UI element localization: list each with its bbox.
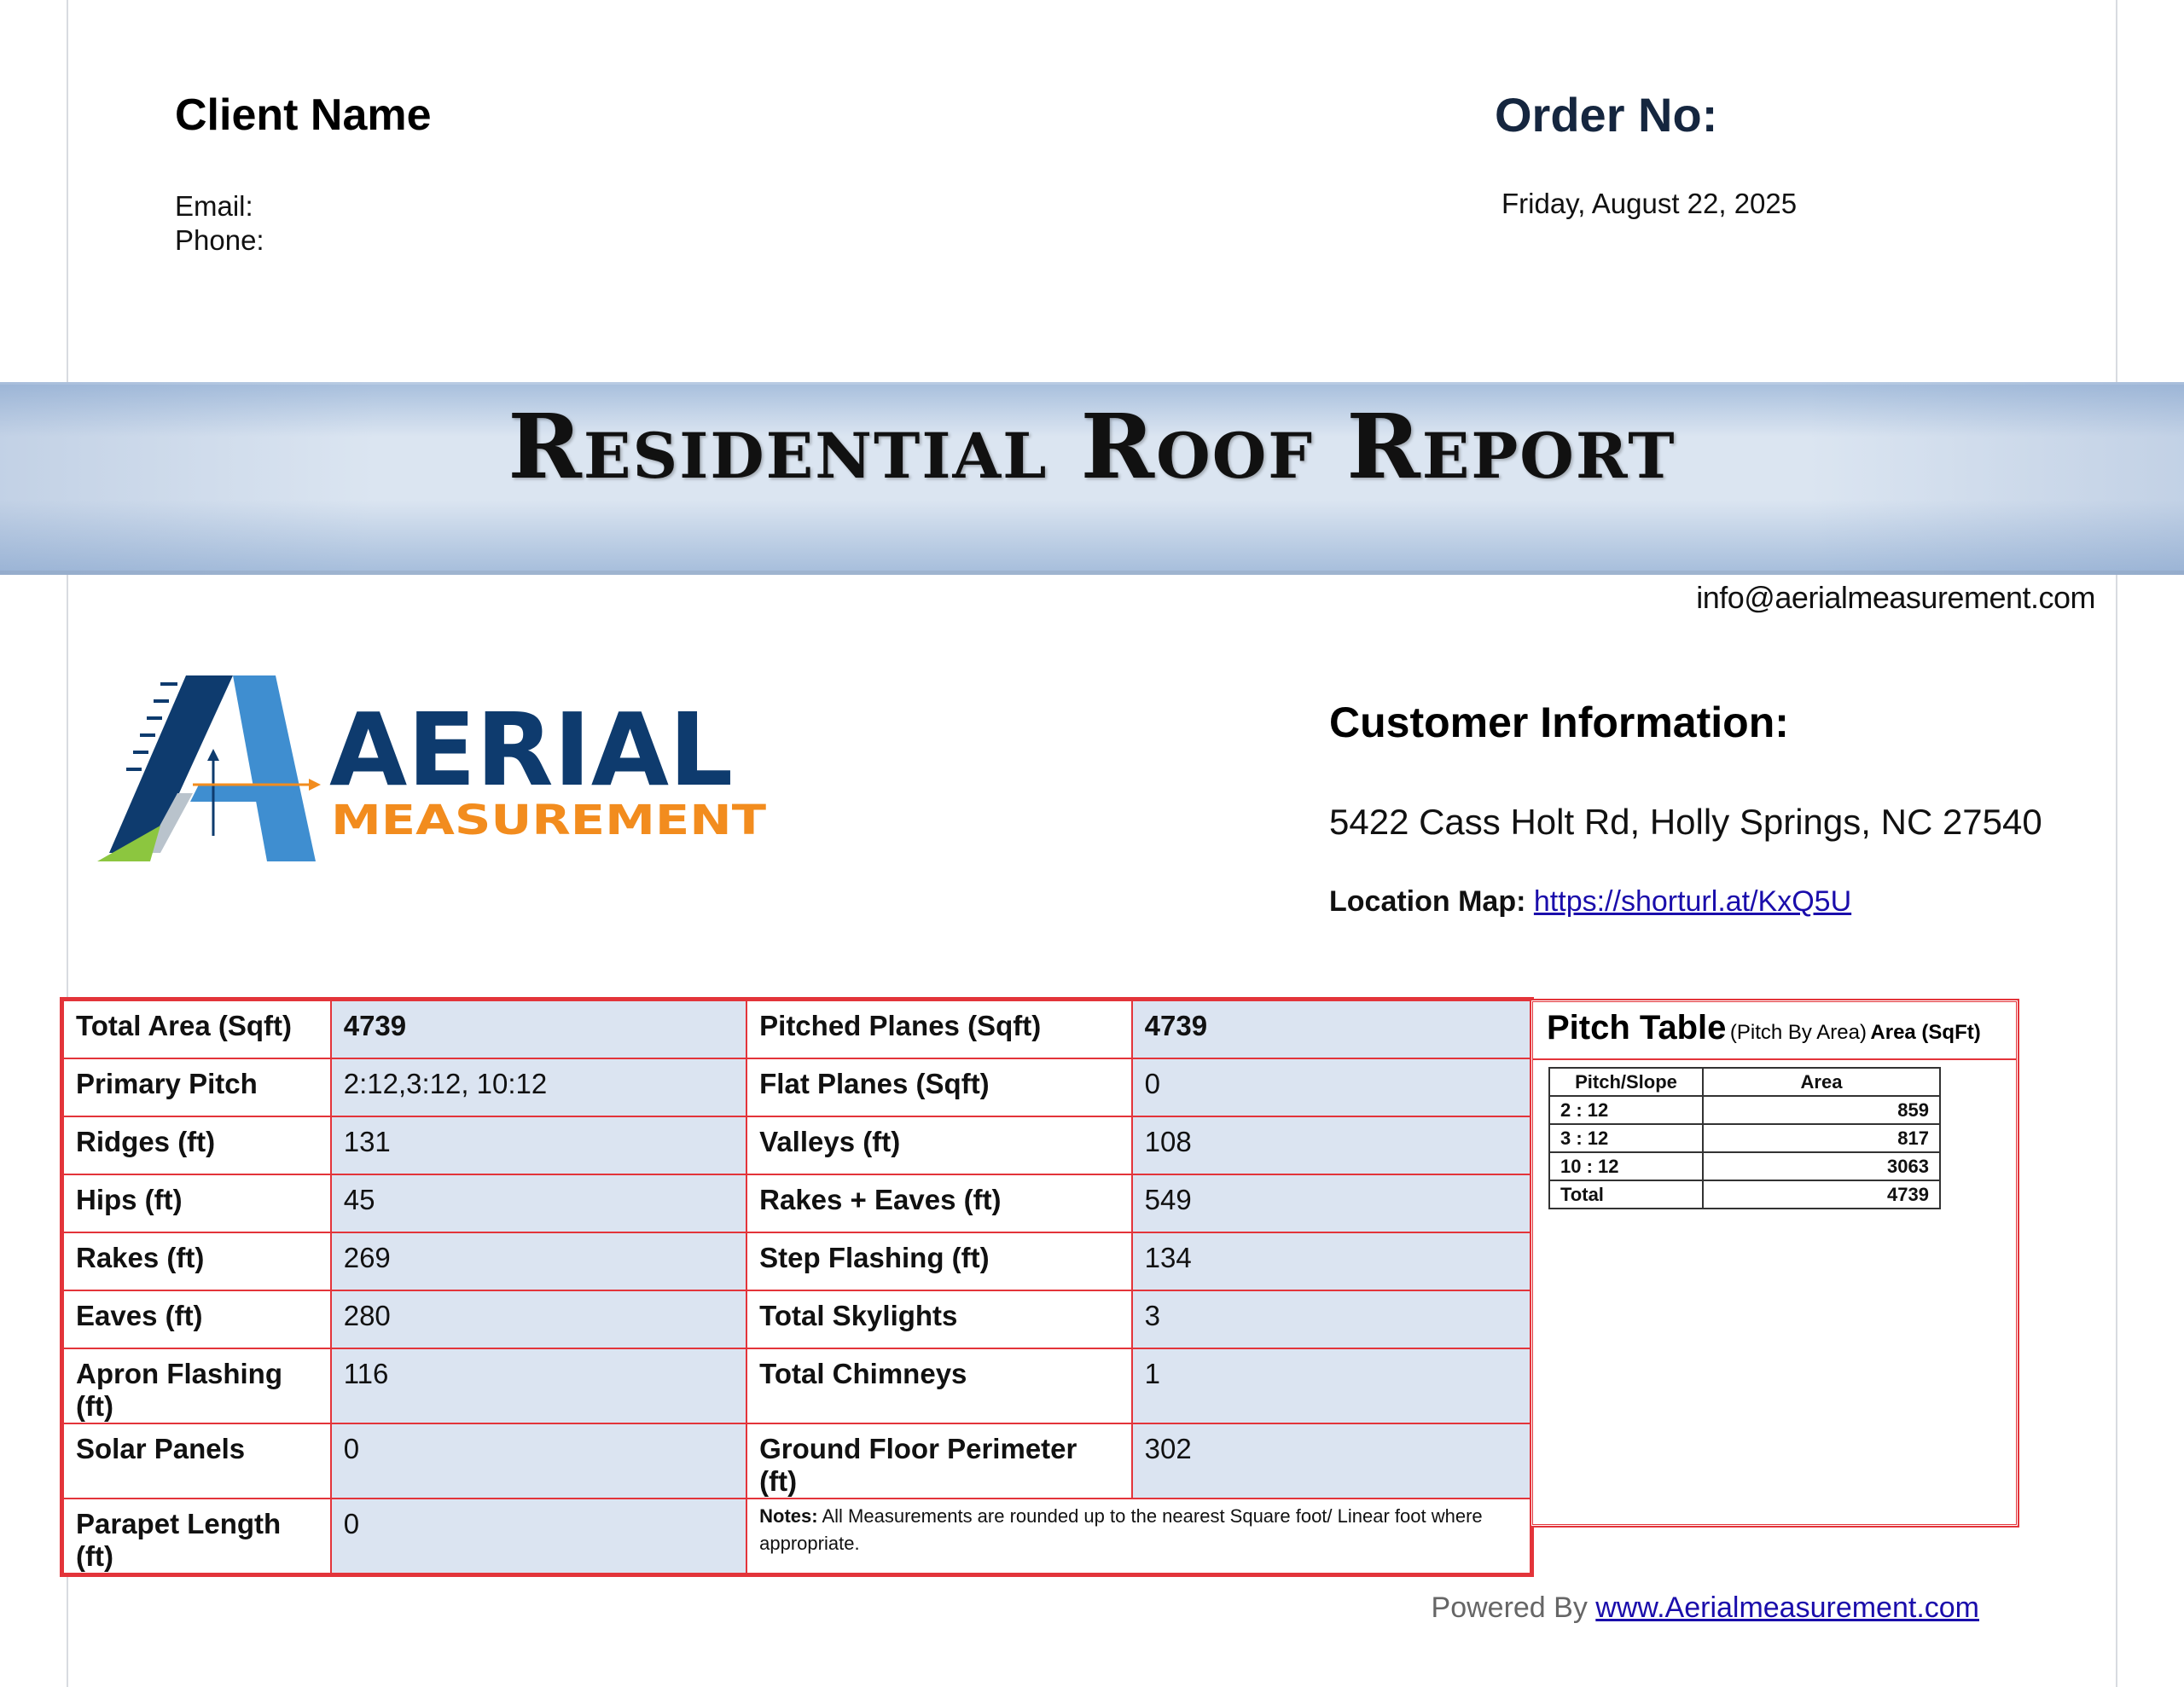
table-row [63,1423,1531,1499]
logo-a-right-leg [233,675,316,861]
order-number-label: Order No: [1495,88,1718,142]
pitch-slope: 2 : 12 [1549,1096,1703,1124]
measure-label: Rakes + Eaves (ft) [746,1174,1132,1232]
measurement-notes [746,1499,1531,1574]
footer [1432,1591,1979,1625]
pitch-slope: 10 : 12 [1549,1152,1703,1180]
phone-label: Phone: [175,224,264,256]
measure-label: Rakes (ft) [63,1232,331,1290]
table-row [63,1290,1531,1348]
measure-label: Solar Panels [63,1423,331,1499]
table-row [63,1499,1531,1574]
table-row [63,1058,1531,1116]
customer-info-heading: Customer Information: [1329,699,1789,746]
measure-label: Eaves (ft) [63,1290,331,1348]
table-row [1549,1096,1940,1124]
measure-value: 0 [1132,1058,1531,1116]
pitch-grid-header [1549,1068,1940,1096]
table-row [63,1232,1531,1290]
customer-address: 5422 Cass Holt Rd, Holly Springs, NC 27540 [1329,802,2042,842]
measure-label: Parapet Length (ft) [63,1499,331,1574]
measure-label: Pitched Planes (Sqft) [746,1000,1132,1058]
table-row [63,1174,1531,1232]
measure-label: Flat Planes (Sqft) [746,1058,1132,1116]
pitch-slope: Total [1549,1180,1703,1209]
logo-a-crossbar [190,785,297,802]
location-map [1329,885,1851,919]
aerial-measurement-logo [92,665,775,874]
pitch-table-header [1533,1002,2016,1060]
pitch-table-subtitle: (Pitch By Area) [1729,1021,1867,1044]
measure-label: Hips (ft) [63,1174,331,1232]
measure-label: Ground Floor Perimeter (ft) [746,1423,1132,1499]
pitch-area: 4739 [1703,1180,1940,1209]
measure-value: 4739 [331,1000,746,1058]
report-title: Residential Roof Report [508,394,1676,499]
table-row [63,1348,1531,1423]
measure-label: Valleys (ft) [746,1116,1132,1174]
measure-label: Total Skylights [746,1290,1132,1348]
logo-word-aerial: AERIAL [329,691,734,809]
pitch-table-unit: Area (SqFt) [1870,1021,1981,1044]
client-contact [175,189,264,258]
measure-value: 549 [1132,1174,1531,1232]
pitch-slope: 3 : 12 [1549,1124,1703,1152]
measure-label: Primary Pitch [63,1058,331,1116]
pitch-area: 817 [1703,1124,1940,1152]
measure-value: 1 [1132,1348,1531,1423]
company-email[interactable]: info@aerialmeasurement.com [1696,580,2095,615]
measure-value: 4739 [1132,1000,1531,1058]
location-map-label: Location Map: [1329,885,1526,918]
measure-label: Apron Flashing (ft) [63,1348,331,1423]
logo-word-measurement: MEASUREMENT [331,797,767,844]
pitch-table-title: Pitch Table [1547,1009,1727,1046]
table-row [1549,1180,1940,1209]
pitch-area: 3063 [1703,1152,1940,1180]
table-row [63,1116,1531,1174]
notes-label: Notes: [759,1505,818,1527]
pitch-table-panel [1531,1000,2018,1527]
measure-value: 134 [1132,1232,1531,1290]
measure-label: Step Flashing (ft) [746,1232,1132,1290]
measure-label: Total Chimneys [746,1348,1132,1423]
measure-value: 269 [331,1232,746,1290]
measure-value: 45 [331,1174,746,1232]
measure-value: 108 [1132,1116,1531,1174]
client-name: Client Name [175,90,432,140]
notes-text: All Measurements are rounded up to the nearest Square foot/ Linear foot where appropriate. [759,1505,1483,1554]
measure-value: 0 [331,1499,746,1574]
pitch-area: 859 [1703,1096,1940,1124]
location-map-link[interactable]: https://shorturl.at/KxQ5U [1533,885,1852,918]
powered-by-label: Powered By [1431,1591,1588,1624]
pitch-grid [1548,1067,1941,1209]
measure-value: 116 [331,1348,746,1423]
measure-value: 280 [331,1290,746,1348]
measure-value: 131 [331,1116,746,1174]
measure-label: Total Area (Sqft) [63,1000,331,1058]
col-header-slope: Pitch/Slope [1549,1068,1703,1096]
measure-label: Ridges (ft) [63,1116,331,1174]
measure-value: 302 [1132,1423,1531,1499]
measurements-table [62,1000,1531,1574]
measure-value: 3 [1132,1290,1531,1348]
col-header-area: Area [1703,1068,1940,1096]
report-date: Friday, August 22, 2025 [1502,188,1798,219]
page-margin-right [2116,0,2117,1687]
measure-value: 0 [331,1423,746,1499]
email-label: Email: [175,190,253,222]
table-row [1549,1152,1940,1180]
measure-value: 2:12,3:12, 10:12 [331,1058,746,1116]
website-link[interactable]: www.Aerialmeasurement.com [1595,1591,1979,1624]
table-row [63,1000,1531,1058]
table-row [1549,1124,1940,1152]
